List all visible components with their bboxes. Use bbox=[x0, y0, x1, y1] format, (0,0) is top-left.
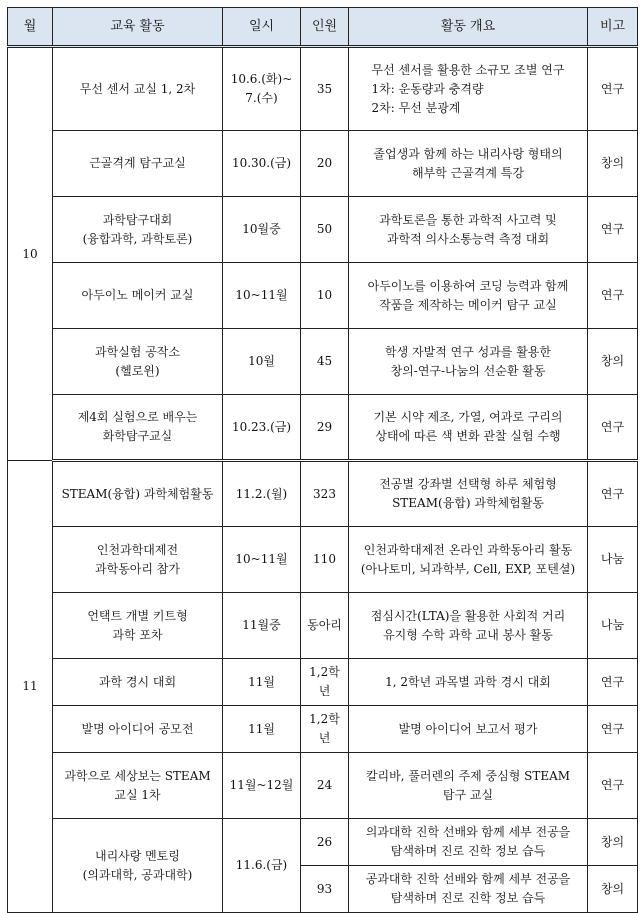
note-cell: 연구 bbox=[588, 706, 638, 753]
people-cell: 1,2학년 bbox=[301, 659, 349, 706]
people-cell: 1,2학년 bbox=[301, 706, 349, 753]
date-cell: 10.30.(금) bbox=[223, 131, 301, 197]
note-cell: 연구 bbox=[588, 197, 638, 263]
activity-cell: 발명 아이디어 공모전 bbox=[53, 706, 223, 753]
header-summary: 활동 개요 bbox=[349, 8, 588, 47]
table-row bbox=[8, 131, 638, 197]
month-cell: 11 bbox=[8, 461, 53, 913]
summary-cell: 점심시간(LTA)을 활용한 사회적 거리 유지형 수학 과학 교내 봉사 활동 bbox=[349, 593, 588, 659]
people-cell: 35 bbox=[301, 47, 349, 131]
activity-table bbox=[7, 7, 638, 913]
summary-cell: 기본 시약 제조, 가열, 여과로 구리의 상태에 따른 색 변화 관찰 실험 수행 bbox=[349, 395, 588, 461]
note-cell: 창의 bbox=[588, 819, 638, 866]
people-cell: 10 bbox=[301, 263, 349, 329]
people-cell: 24 bbox=[301, 753, 349, 819]
note-cell: 연구 bbox=[588, 395, 638, 461]
summary-cell: 졸업생과 함께 하는 내리사랑 형태의 해부학 근골격계 특강 bbox=[349, 131, 588, 197]
activity-cell: 내리사랑 멘토링 (의과대학, 공과대학) bbox=[53, 819, 223, 913]
summary-cell: 칼리바, 풀러렌의 주제 중심형 STEAM 탐구 교실 bbox=[349, 753, 588, 819]
people-cell: 20 bbox=[301, 131, 349, 197]
note-cell: 나눔 bbox=[588, 527, 638, 593]
month-cell: 10 bbox=[8, 47, 53, 461]
people-cell: 93 bbox=[301, 866, 349, 913]
header-row bbox=[8, 8, 638, 47]
note-cell: 연구 bbox=[588, 47, 638, 131]
header-month: 월 bbox=[8, 8, 53, 47]
summary-cell: 아두이노를 이용하여 코딩 능력과 함께 작품을 제작하는 메이커 탐구 교실 bbox=[349, 263, 588, 329]
note-cell: 연구 bbox=[588, 461, 638, 527]
note-cell: 창의 bbox=[588, 329, 638, 395]
table-row bbox=[8, 659, 638, 706]
activity-cell: 무선 센서 교실 1, 2차 bbox=[53, 47, 223, 131]
summary-cell: 발명 아이디어 보고서 평가 bbox=[349, 706, 588, 753]
table-row bbox=[8, 819, 638, 866]
table-row bbox=[8, 197, 638, 263]
summary-cell: 전공별 강좌별 선택형 하루 체험형 STEAM(융합) 과학체험활동 bbox=[349, 461, 588, 527]
date-cell: 10~11월 bbox=[223, 263, 301, 329]
people-cell: 110 bbox=[301, 527, 349, 593]
table-row bbox=[8, 395, 638, 461]
note-cell: 나눔 bbox=[588, 593, 638, 659]
summary-cell: 의과대학 진학 선배와 함께 세부 전공을 탐색하며 진로 진학 정보 습득 bbox=[349, 819, 588, 866]
note-cell: 연구 bbox=[588, 753, 638, 819]
activity-cell: 과학탐구대회 (융합과학, 과학토론) bbox=[53, 197, 223, 263]
note-cell: 창의 bbox=[588, 131, 638, 197]
header-people: 인원 bbox=[301, 8, 349, 47]
summary-cell: 인천과학대제전 온라인 과학동아리 활동 (아나토미, 뇌과학부, Cell, EXP, 포텐셜) bbox=[349, 527, 588, 593]
activity-cell: 인천과학대제전 과학동아리 참가 bbox=[53, 527, 223, 593]
table-row bbox=[8, 593, 638, 659]
table-row bbox=[8, 47, 638, 131]
date-cell: 11.6.(금) bbox=[223, 819, 301, 913]
table-row bbox=[8, 527, 638, 593]
note-cell: 창의 bbox=[588, 866, 638, 913]
activity-cell: 언택트 개별 키트형 과학 포차 bbox=[53, 593, 223, 659]
date-cell: 10.6.(화)~ 7.(수) bbox=[223, 47, 301, 131]
header-note: 비고 bbox=[588, 8, 638, 47]
summary-cell: 과학토론을 통한 과학적 사고력 및 과학적 의사소통능력 측정 대회 bbox=[349, 197, 588, 263]
note-cell: 연구 bbox=[588, 263, 638, 329]
activity-cell: 과학실험 공작소 (헬로윈) bbox=[53, 329, 223, 395]
table-row bbox=[8, 753, 638, 819]
activity-cell: 과학으로 세상보는 STEAM 교실 1차 bbox=[53, 753, 223, 819]
date-cell: 11월~12월 bbox=[223, 753, 301, 819]
people-cell: 45 bbox=[301, 329, 349, 395]
table-row bbox=[8, 263, 638, 329]
people-cell: 50 bbox=[301, 197, 349, 263]
date-cell: 10.23.(금) bbox=[223, 395, 301, 461]
activity-cell: 근골격계 탐구교실 bbox=[53, 131, 223, 197]
summary-cell: 학생 자발적 연구 성과를 활용한 창의-연구-나눔의 선순환 활동 bbox=[349, 329, 588, 395]
summary-cell: 1, 2학년 과목별 과학 경시 대회 bbox=[349, 659, 588, 706]
header-activity: 교육 활동 bbox=[53, 8, 223, 47]
table-row bbox=[8, 461, 638, 527]
activity-cell: 아두이노 메이커 교실 bbox=[53, 263, 223, 329]
note-cell: 연구 bbox=[588, 659, 638, 706]
date-cell: 11.2.(월) bbox=[223, 461, 301, 527]
date-cell: 11월 bbox=[223, 659, 301, 706]
date-cell: 10월중 bbox=[223, 197, 301, 263]
people-cell: 26 bbox=[301, 819, 349, 866]
date-cell: 10~11월 bbox=[223, 527, 301, 593]
people-cell: 29 bbox=[301, 395, 349, 461]
table-row bbox=[8, 706, 638, 753]
summary-cell: 무선 센서를 활용한 소규모 조별 연구 1차: 운동량과 충격량 2차: 무선 분광계 bbox=[349, 47, 588, 131]
people-cell: 동아리 bbox=[301, 593, 349, 659]
activity-cell: 제4회 실험으로 배우는 화학탐구교실 bbox=[53, 395, 223, 461]
activity-cell: STEAM(융합) 과학체험활동 bbox=[53, 461, 223, 527]
table-row bbox=[8, 329, 638, 395]
date-cell: 11월중 bbox=[223, 593, 301, 659]
activity-cell: 과학 경시 대회 bbox=[53, 659, 223, 706]
date-cell: 10월 bbox=[223, 329, 301, 395]
people-cell: 323 bbox=[301, 461, 349, 527]
date-cell: 11월 bbox=[223, 706, 301, 753]
header-date: 일시 bbox=[223, 8, 301, 47]
summary-cell: 공과대학 진학 선배와 함께 세부 전공을 탐색하며 진로 진학 정보 습득 bbox=[349, 866, 588, 913]
